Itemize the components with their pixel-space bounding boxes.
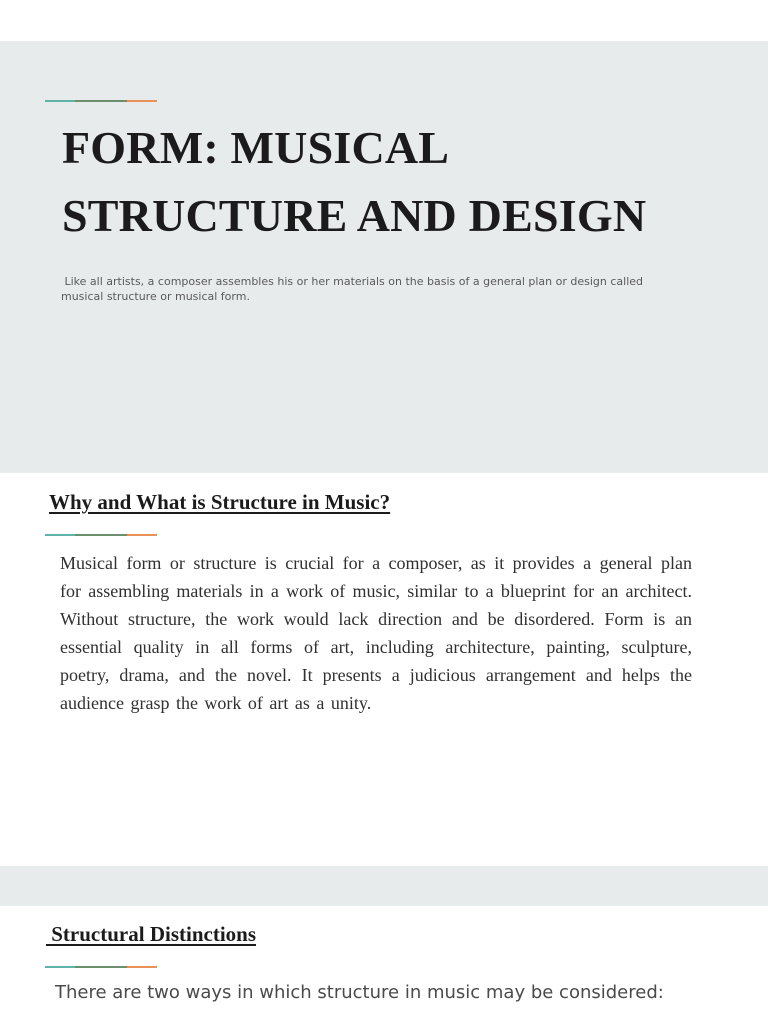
- accent-segment-teal: [45, 966, 75, 968]
- accent-segment-orange: [127, 534, 157, 536]
- section-intro-text: There are two ways in which structure in music may be considered:: [55, 982, 664, 1003]
- accent-segment-green: [75, 534, 127, 536]
- section-heading-distinctions: Structural Distinctions: [46, 922, 256, 946]
- title-slide-background: [0, 41, 768, 473]
- section-heading-why: Why and What is Structure in Music?: [49, 490, 391, 514]
- slide-title: FORM: MUSICAL STRUCTURE AND DESIGN: [62, 122, 647, 241]
- accent-segment-green: [75, 100, 127, 102]
- slide-subtitle: Like all artists, a composer assembles his or her materials on the basis of a general plan or design called musical structure or musical form.: [61, 275, 647, 303]
- accent-segment-orange: [127, 100, 157, 102]
- slide-separator: [0, 866, 768, 906]
- section-accent-line: [45, 534, 157, 536]
- accent-segment-orange: [127, 966, 157, 968]
- accent-segment-green: [75, 966, 127, 968]
- title-accent-line: [45, 100, 157, 102]
- section-body-paragraph: Musical form or structure is crucial for a composer, as it provides a general plan for assembling materials in a work of music, similar to a blueprint for an architect. Without structure, the work would lack direction and be disordered. Form is an essential quality in all forms of art, including architecture, painting, sculpture, poetry, drama, and the novel. It presents a judicious arrangement and helps the audience grasp the work of art as a unity.: [60, 553, 692, 713]
- accent-segment-teal: [45, 534, 75, 536]
- section-accent-line: [45, 966, 157, 968]
- accent-segment-teal: [45, 100, 75, 102]
